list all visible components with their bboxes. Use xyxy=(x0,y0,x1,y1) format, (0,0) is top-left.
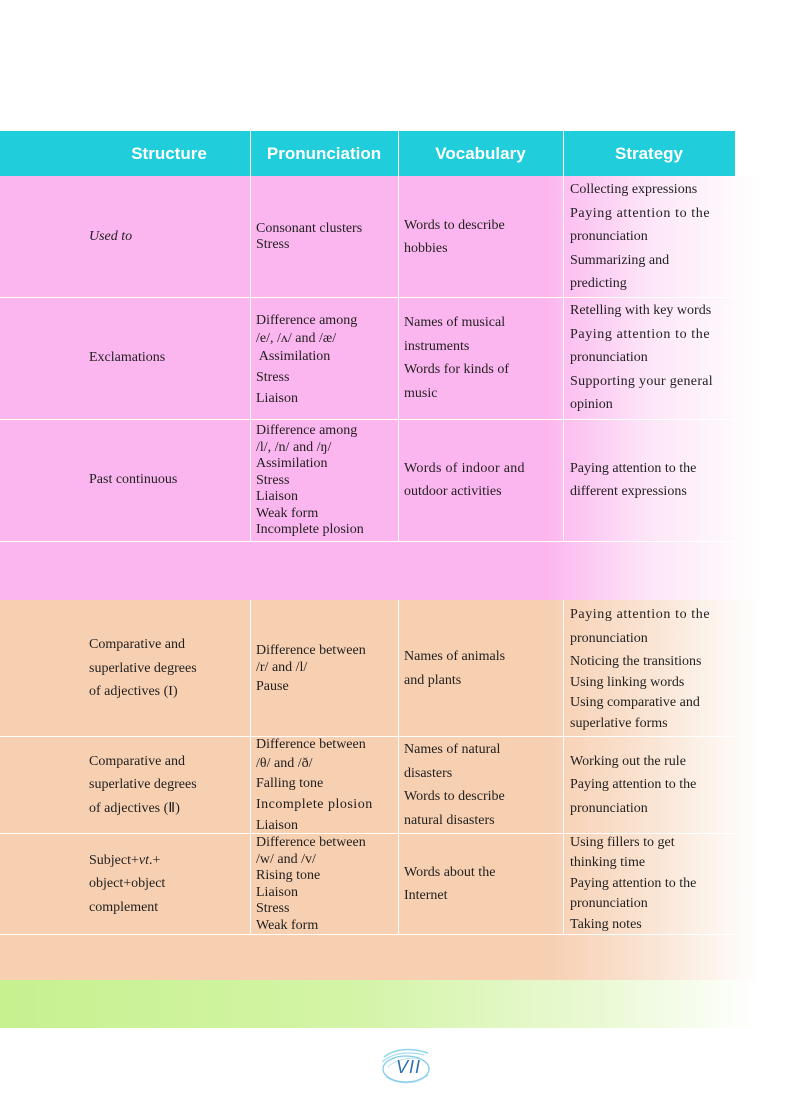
vocabulary-line: Internet xyxy=(404,888,448,903)
pronunciation-line: Stress xyxy=(256,472,290,488)
row4-pronunciation xyxy=(256,602,396,735)
strategy-line: Paying attention to the xyxy=(570,777,697,793)
pronunciation-line: Consonant clusters xyxy=(256,220,363,236)
structure-line: complement xyxy=(89,899,159,915)
structure-line: superlative degrees xyxy=(89,777,197,793)
vocabulary-line: and plants xyxy=(404,672,462,688)
strategy-line: thinking time xyxy=(570,855,646,871)
strategy-line: Using linking words xyxy=(570,675,685,690)
column-divider xyxy=(250,131,251,541)
row3-structure xyxy=(89,421,247,539)
row5-structure xyxy=(89,738,247,832)
pronunciation-line: Difference between xyxy=(256,736,366,752)
structure-italic-text: vt xyxy=(138,852,149,868)
column-divider xyxy=(250,600,251,934)
row5-pronunciation xyxy=(256,737,396,833)
pronunciation-line: Weak form xyxy=(256,505,319,521)
pronunciation-line: Difference between xyxy=(256,643,366,659)
strategy-line: Working out the rule xyxy=(570,753,686,769)
strategy-line: Taking notes xyxy=(570,916,642,932)
pronunciation-line: Incomplete plosion xyxy=(256,522,364,538)
pronunciation-line: /l/, /n/ and /ŋ/ xyxy=(256,439,332,455)
pronunciation-line: Assimilation xyxy=(256,349,331,364)
structure-line xyxy=(89,849,247,873)
strategy-line: opinion xyxy=(570,397,613,413)
strategy-line: Paying attention to the xyxy=(570,460,697,476)
header-strategy: Strategy xyxy=(614,144,684,163)
structure-line: superlative degrees xyxy=(89,660,197,676)
vocabulary-line: Words about the xyxy=(404,864,496,880)
row6-structure xyxy=(89,835,247,933)
strategy-line: Noticing the transitions xyxy=(570,654,702,669)
strategy-line: predicting xyxy=(570,276,627,292)
vocabulary-line: Words to describe xyxy=(404,789,505,804)
structure-line: object+object xyxy=(89,876,166,892)
structure-line: of adjectives (Ⅱ) xyxy=(89,800,180,816)
strategy-line: Paying attention to the xyxy=(570,205,711,221)
pronunciation-line: Difference between xyxy=(256,835,366,850)
strategy-line: Paying attention to the xyxy=(570,607,711,622)
strategy-line: Summarizing and xyxy=(570,252,670,268)
vocabulary-line: Names of natural xyxy=(404,742,501,757)
row6-strategy xyxy=(570,835,735,933)
structure-line: Comparative and xyxy=(89,753,186,769)
pronunciation-line: Liaison xyxy=(256,817,298,833)
strategy-line: Paying attention to the xyxy=(570,326,711,342)
row2-vocabulary xyxy=(404,299,560,417)
row2-structure xyxy=(89,299,247,417)
structure-text: .+ xyxy=(149,852,161,868)
strategy-line: different expressions xyxy=(570,484,687,499)
pronunciation-line: Difference among xyxy=(256,313,358,328)
pronunciation-line: Weak form xyxy=(256,917,319,933)
vocabulary-line: natural disasters xyxy=(404,812,495,828)
structure-line: of adjectives (I) xyxy=(89,684,178,700)
column-divider xyxy=(563,600,564,934)
row4-structure xyxy=(89,602,247,735)
row1-structure xyxy=(89,178,247,296)
strategy-line: Using comparative and xyxy=(570,695,700,710)
strategy-line: Using fillers to get xyxy=(570,834,675,850)
pronunciation-line: /θ/ and /ð/ xyxy=(256,755,313,771)
page-number-badge xyxy=(380,1047,432,1087)
row1-structure-text: Used to xyxy=(89,229,133,244)
table-header-row xyxy=(0,131,735,176)
pronunciation-line: /e/, /ʌ/ and /æ/ xyxy=(256,331,337,346)
row6-pronunciation xyxy=(256,836,396,933)
row1-pronunciation xyxy=(256,178,396,296)
row1-vocabulary xyxy=(404,178,560,296)
pronunciation-line: Stress xyxy=(256,901,290,916)
row3-strategy xyxy=(570,421,735,539)
vocabulary-line: outdoor activities xyxy=(404,484,502,499)
strategy-line: pronunciation xyxy=(570,229,648,245)
row2-structure-text: Exclamations xyxy=(89,350,166,365)
pronunciation-line: Stress xyxy=(256,237,290,252)
strategy-line: pronunciation xyxy=(570,350,648,366)
row5-vocabulary xyxy=(404,738,560,832)
strategy-line: pronunciation xyxy=(570,630,648,646)
row4-strategy xyxy=(570,602,735,735)
strategy-line: pronunciation xyxy=(570,896,648,912)
vocabulary-line: instruments xyxy=(404,338,470,354)
row6-vocabulary xyxy=(404,835,560,933)
strategy-line: pronunciation xyxy=(570,800,648,816)
pronunciation-line: Incomplete plosion xyxy=(256,796,373,812)
row2-strategy xyxy=(570,299,735,417)
strategy-line: Retelling with key words xyxy=(570,303,712,319)
pronunciation-line: Falling tone xyxy=(256,775,324,791)
row-divider xyxy=(0,419,735,420)
vocabulary-line: hobbies xyxy=(404,241,448,256)
pronunciation-line: Assimilation xyxy=(256,456,328,472)
pronunciation-line: /w/ and /v/ xyxy=(256,851,316,867)
structure-line: Comparative and xyxy=(89,637,186,653)
structure-text: Subject+ xyxy=(89,852,139,868)
row3-pronunciation xyxy=(256,422,396,540)
vocabulary-line: music xyxy=(404,385,438,401)
pronunciation-line: Rising tone xyxy=(256,868,321,883)
row-divider xyxy=(0,541,735,542)
strategy-line: Collecting expressions xyxy=(570,182,698,198)
row3-structure-text: Past continuous xyxy=(89,472,178,487)
row5-strategy xyxy=(570,738,735,832)
row3-vocabulary xyxy=(404,421,560,539)
pronunciation-line: Stress xyxy=(256,370,290,385)
vocabulary-line: Names of animals xyxy=(404,649,506,664)
row-divider xyxy=(0,297,735,298)
row4-vocabulary xyxy=(404,602,560,735)
vocabulary-line: Names of musical xyxy=(404,315,506,330)
vocabulary-line: Words to describe xyxy=(404,217,505,233)
row1-strategy xyxy=(570,178,735,296)
pronunciation-line: Pause xyxy=(256,678,289,694)
header-structure: Structure xyxy=(131,144,207,163)
strategy-line: superlative forms xyxy=(570,716,668,731)
page-number: VII xyxy=(396,1057,422,1077)
pronunciation-line: Liaison xyxy=(256,489,298,505)
vocabulary-line: disasters xyxy=(404,765,453,781)
strategy-line: Supporting your general xyxy=(570,373,713,389)
pronunciation-line: /r/ and /l/ xyxy=(256,660,308,676)
pronunciation-line: Liaison xyxy=(256,390,298,406)
column-divider xyxy=(563,131,564,541)
pronunciation-line: Liaison xyxy=(256,884,298,900)
vocabulary-line: Words of indoor and xyxy=(404,460,525,476)
header-pronunciation: Pronunciation xyxy=(266,144,382,163)
green-footer-band xyxy=(0,980,760,1028)
vocabulary-line: Words for kinds of xyxy=(404,362,510,377)
column-divider xyxy=(398,600,399,934)
strategy-line: Paying attention to the xyxy=(570,875,697,891)
column-divider xyxy=(398,131,399,541)
header-vocabulary: Vocabulary xyxy=(435,144,526,163)
row2-pronunciation xyxy=(256,310,396,410)
pronunciation-line: Difference among xyxy=(256,423,358,439)
